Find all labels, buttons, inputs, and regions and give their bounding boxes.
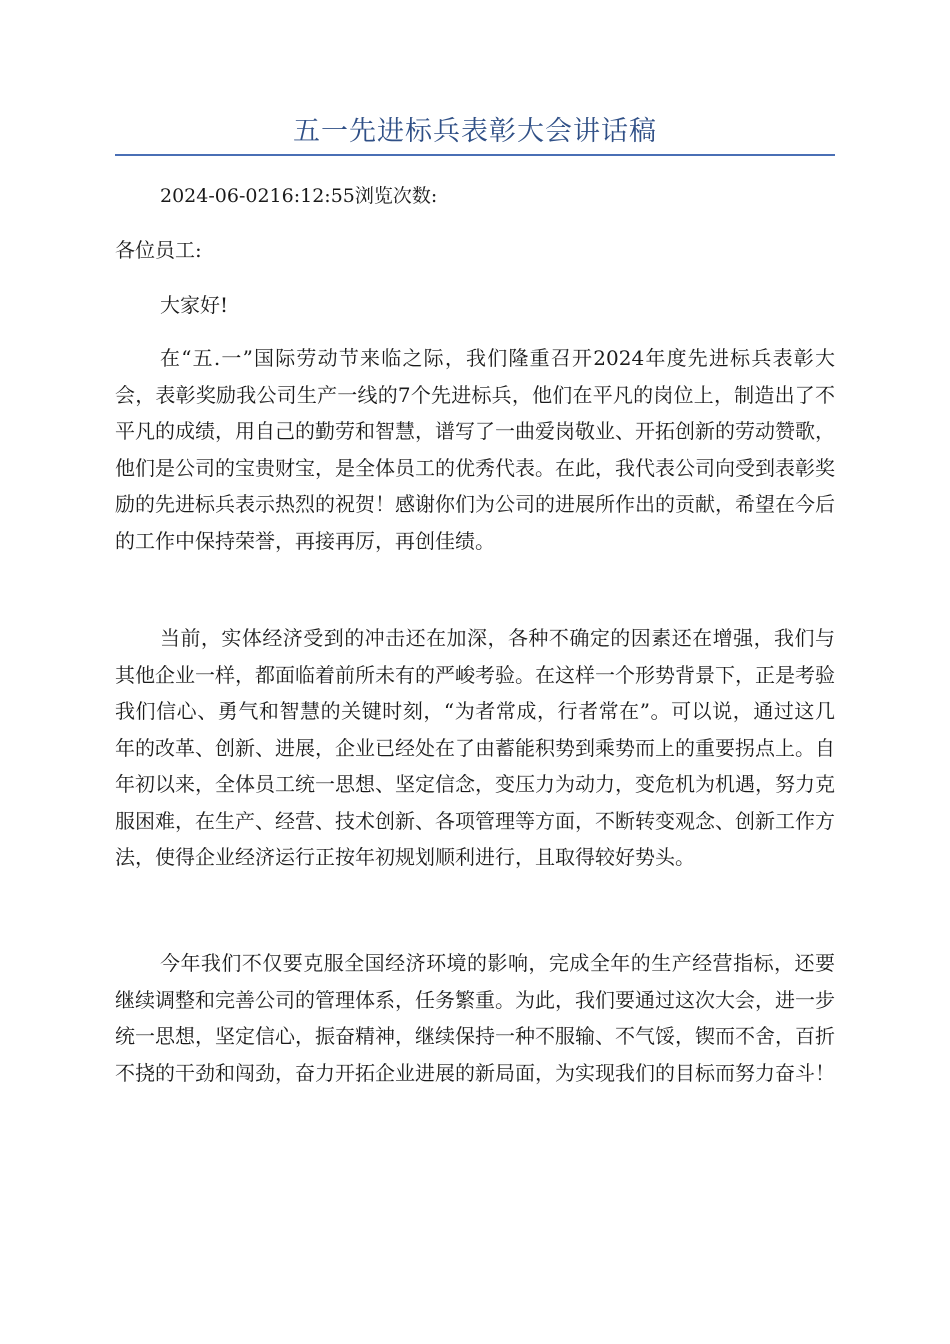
greeting: 大家好! [160, 293, 229, 317]
paragraph: 今年我们不仅要克服全国经济环境的影响，完成全年的生产经营指标，还要继续调整和完善公司的管理体系，任务繁重。为此，我们要通过这次大会，进一步统一思想，坚定信心，振奋精神，继续保持一种不服输、不气馁，锲而不舍，百折不挠的干劲和闯劲，奋力开拓企业进展的新局面，为实现我们的目标而努力奋斗！ [115, 951, 835, 1085]
title-divider [115, 154, 835, 156]
salutation: 各位员工: [115, 238, 202, 262]
publish-meta: 2024-06-0216:12:55浏览次数: [160, 185, 438, 207]
document-title: 五一先进标兵表彰大会讲话稿 [293, 116, 657, 147]
paragraph: 当前，实体经济受到的冲击还在加深，各种不确定的因素还在增强，我们与其他企业一样，都面临着前所未有的严峻考验。在这样一个形势背景下，正是考验我们信心、勇气和智慧的关键时刻，“为者常成，行者常在”。可以说，通过这几年的改革、创新、进展，企业已经处在了由蓄能积势到乘势而上的重要拐点上。自年初以来，全体员工统一思想、坚定信念，变压力为动力，变危机为机遇，努力克服困难，在生产、经营、技术创新、各项管理等方面，不断转变观念、创新工作方法，使得企业经济运行正按年初规划顺利进行，且取得较好势头。 [115, 626, 835, 869]
paragraph: 在“五.一”国际劳动节来临之际，我们隆重召开2024年度先进标兵表彰大会，表彰奖励我公司生产一线的7个先进标兵，他们在平凡的岗位上，制造出了不平凡的成绩，用自己的勤劳和智慧，谱写了一曲爱岗敬业、开拓创新的劳动赞歌，他们是公司的宝贵财宝，是全体员工的优秀代表。在此，我代表公司向受到表彰奖励的先进标兵表示热烈的祝贺！感谢你们为公司的进展所作出的贡献，希望在今后的工作中保持荣誉，再接再厉，再创佳绩。 [115, 346, 835, 553]
